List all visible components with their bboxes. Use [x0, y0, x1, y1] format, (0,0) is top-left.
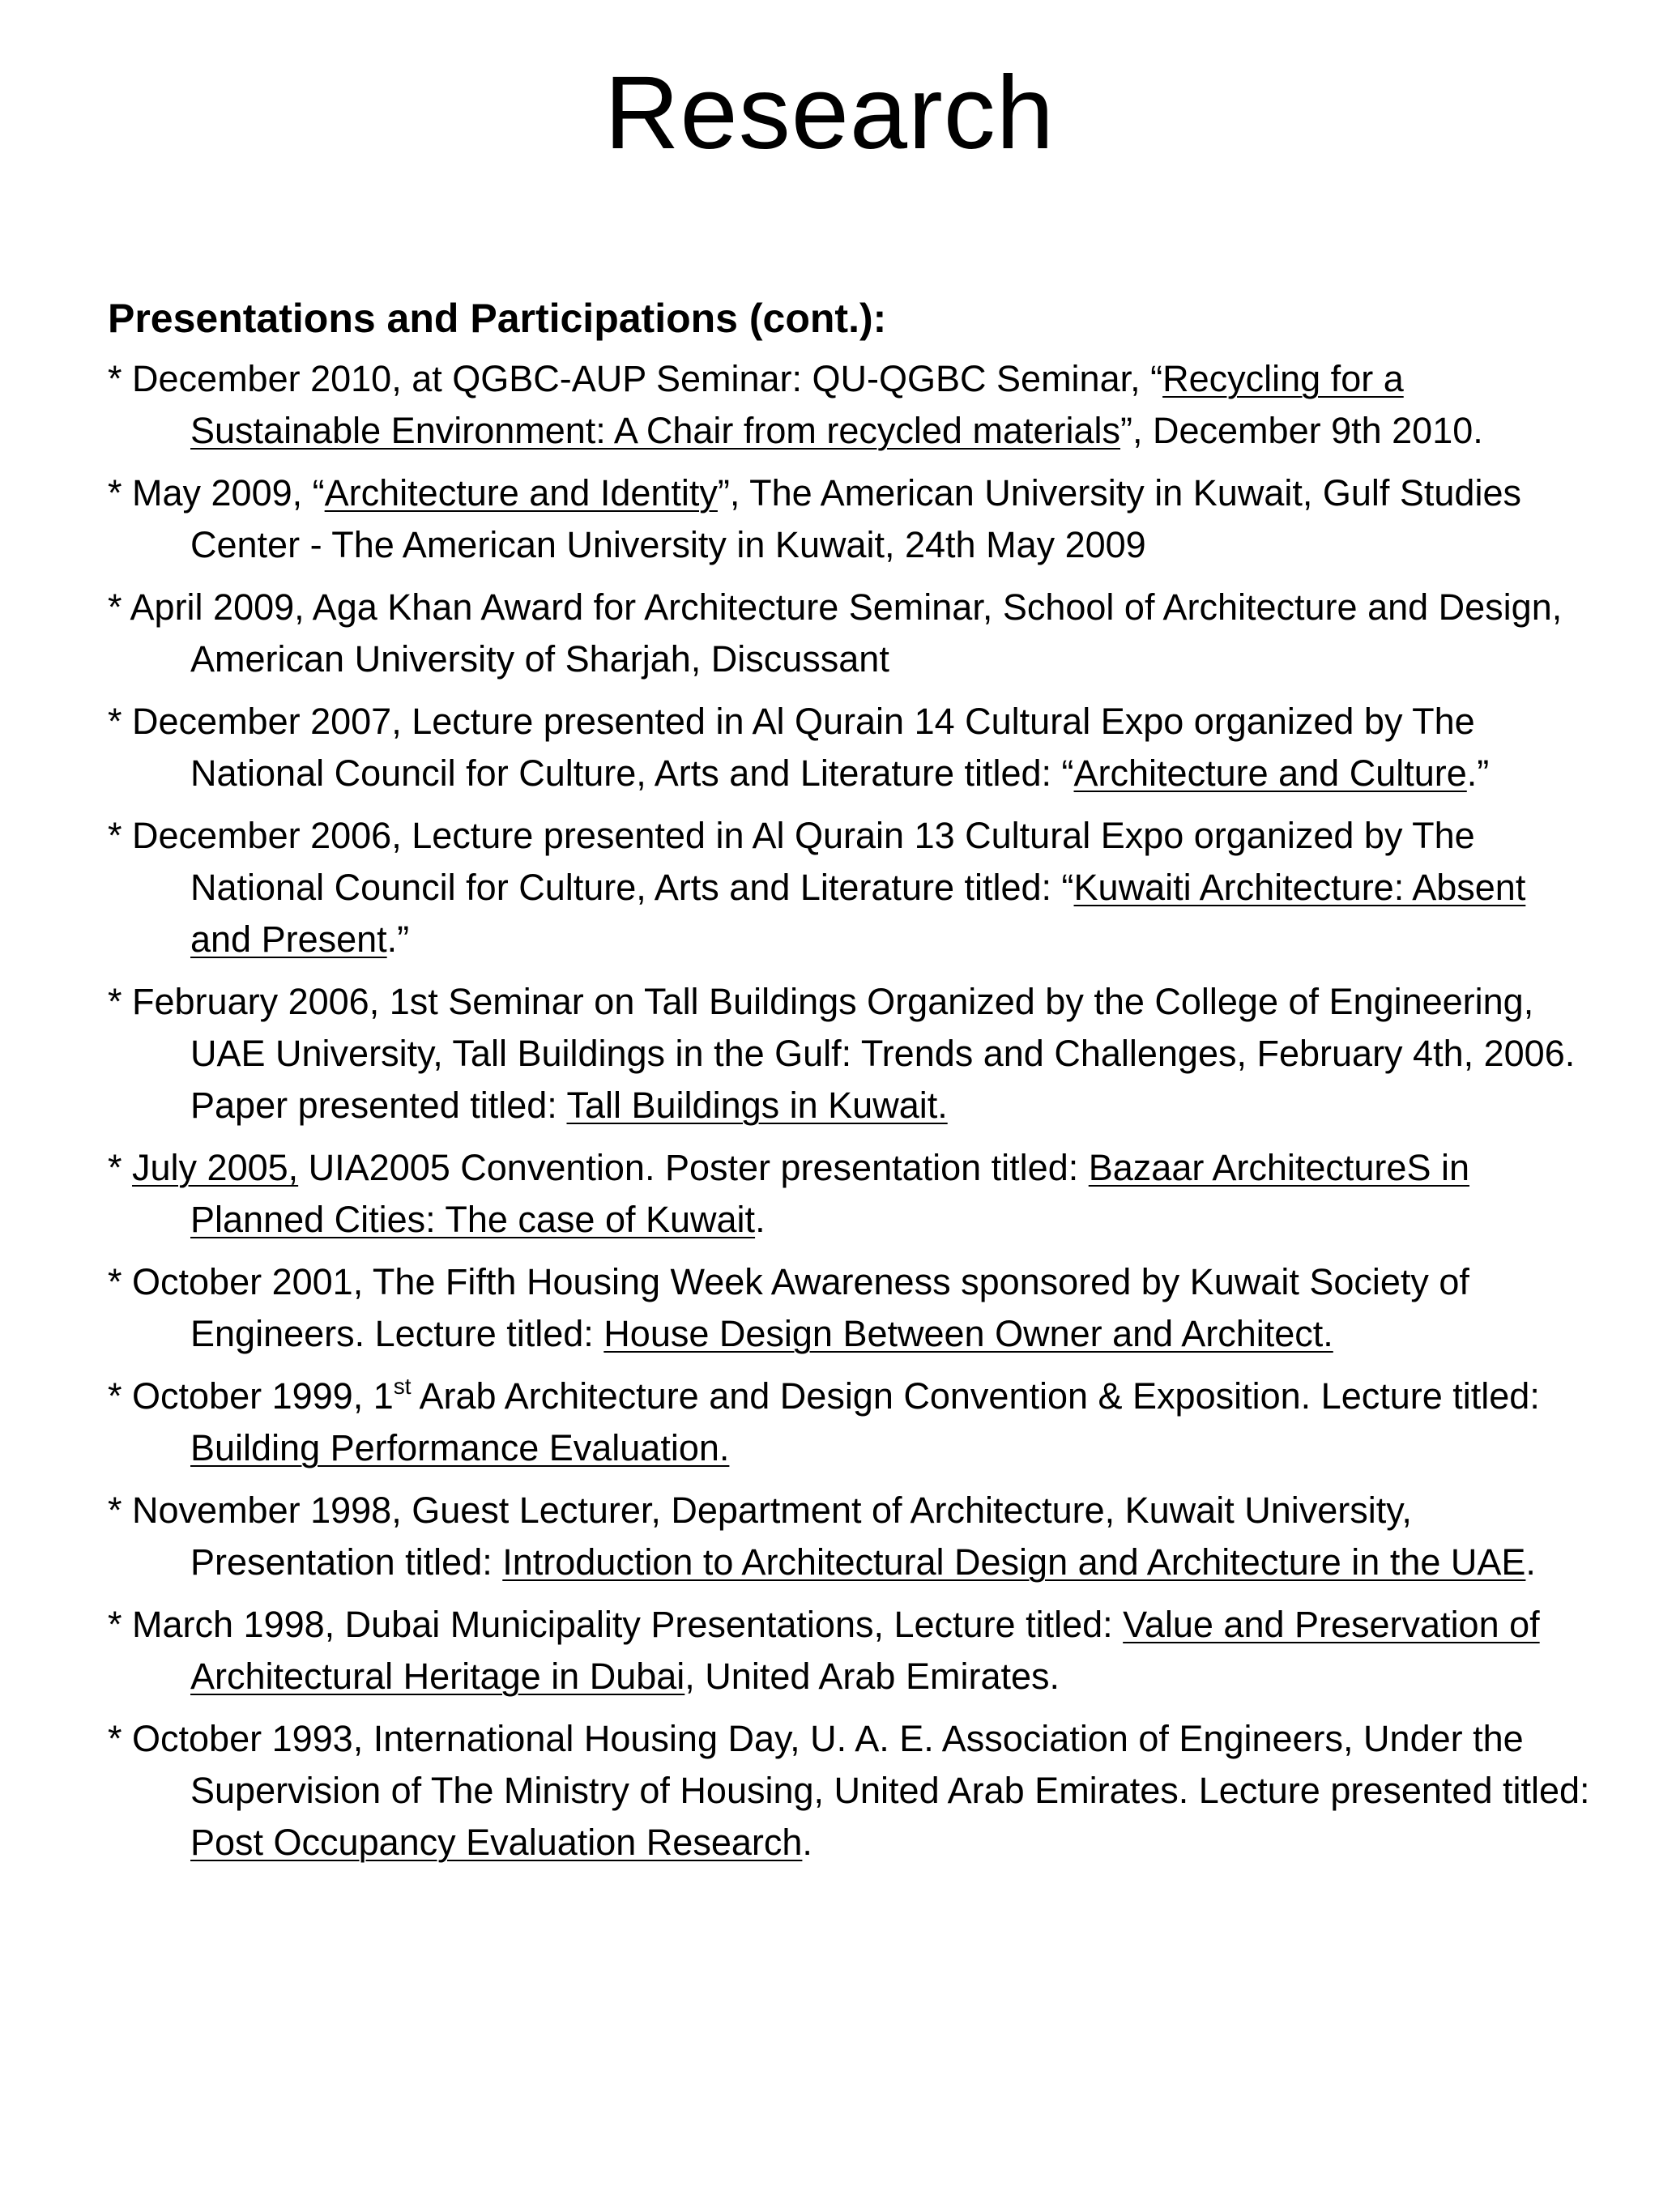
list-item — [108, 1142, 1590, 1246]
entry-text-end: ”, December 9th 2010. — [1120, 410, 1483, 451]
entry-date: July 2005, — [132, 1147, 299, 1188]
entry-text-end: .” — [1466, 752, 1490, 794]
list-item — [108, 582, 1590, 685]
entry-text: * April 2009, Aga Khan Award for Architecture Seminar, School of Architecture and Design, American University of Sharjah, Discussant — [108, 586, 1563, 680]
entry-title: Post Occupancy Evaluation Research — [190, 1822, 803, 1863]
entry-title: Tall Buildings in Kuwait. — [566, 1085, 948, 1126]
entry-text: * October 1999, 1 — [108, 1375, 394, 1417]
entry-title: Bazaar ArchitectureS in Planned Cities: The case of Kuwait — [190, 1147, 1469, 1240]
entry-text-mid: Arab Architecture and Design Convention & Exposition. Lecture titled: — [411, 1375, 1540, 1417]
entry-title: Kuwaiti Architecture: Absent and Present — [190, 867, 1526, 960]
entry-text: * December 2010, at QGBC-AUP Seminar: QU-QGBC Seminar, “ — [108, 358, 1163, 399]
entry-title: House Design Between Owner and Architect. — [603, 1313, 1333, 1354]
entry-text-end: , United Arab Emirates. — [684, 1656, 1060, 1697]
entry-text: * December 2007, Lecture presented in Al Qurain 14 Cultural Expo organized by The National Council for Culture, Arts and Literature titled: “ — [108, 701, 1475, 794]
content-body — [108, 292, 1590, 1879]
entry-text-end: . — [1525, 1541, 1536, 1583]
entry-title: Building Performance Evaluation. — [190, 1427, 730, 1468]
entry-title: Value and Preservation of Architectural Heritage in Dubai — [190, 1604, 1540, 1697]
list-item — [108, 696, 1590, 799]
entry-title: Introduction to Architectural Design and Architecture in the UAE — [502, 1541, 1526, 1583]
list-item — [108, 810, 1590, 965]
entry-title: Recycling for a Sustainable Environment: A Chair from recycled materials — [190, 358, 1404, 451]
list-item — [108, 976, 1590, 1132]
page-title: Research — [604, 55, 1055, 171]
entry-text: * February 2006, 1st Seminar on Tall Buildings Organized by the College of Engineering, UAE University, Tall Buildings in the Gulf: Trends and Challenges, February 4th, 2006. Paper presented titled: — [108, 981, 1576, 1126]
list-item — [108, 1256, 1590, 1360]
list-item — [108, 1599, 1590, 1703]
entry-text-end: . — [755, 1199, 766, 1240]
ordinal-suffix: st — [393, 1374, 412, 1399]
entry-text: * October 2001, The Fifth Housing Week Awareness sponsored by Kuwait Society of Engineers. Lecture titled: — [108, 1261, 1469, 1354]
entry-text-end: .” — [386, 918, 410, 960]
entry-text: * March 1998, Dubai Municipality Presentations, Lecture titled: — [108, 1604, 1124, 1645]
entry-text-mid: UIA2005 Convention. Poster presentation titled: — [298, 1147, 1089, 1188]
list-item — [108, 1713, 1590, 1869]
entry-title: Architecture and Culture — [1073, 752, 1467, 794]
list-item — [108, 1485, 1590, 1588]
list-item — [108, 353, 1590, 457]
entry-text-end: . — [802, 1822, 812, 1863]
list-item — [108, 467, 1590, 571]
entry-text: * October 1993, International Housing Day, U. A. E. Association of Engineers, Under the Supervision of The Ministry of Housing, United Arab Emirates. Lecture presented titled: — [108, 1718, 1590, 1811]
entry-text: * December 2006, Lecture presented in Al Qurain 13 Cultural Expo organized by The National Council for Culture, Arts and Literature titled: “ — [108, 815, 1475, 908]
list-item — [108, 1370, 1590, 1474]
entry-text: * May 2009, “ — [108, 472, 325, 514]
entry-text: * — [108, 1147, 133, 1188]
entry-title: Architecture and Identity — [324, 472, 718, 514]
entry-text-end: ”, The American University in Kuwait, Gulf Studies Center - The American University in Kuwait, 24th May 2009 — [190, 472, 1521, 565]
entry-text: * November 1998, Guest Lecturer, Department of Architecture, Kuwait University, Presentation titled: — [108, 1490, 1412, 1583]
section-heading: Presentations and Participations (cont.): — [108, 296, 887, 341]
